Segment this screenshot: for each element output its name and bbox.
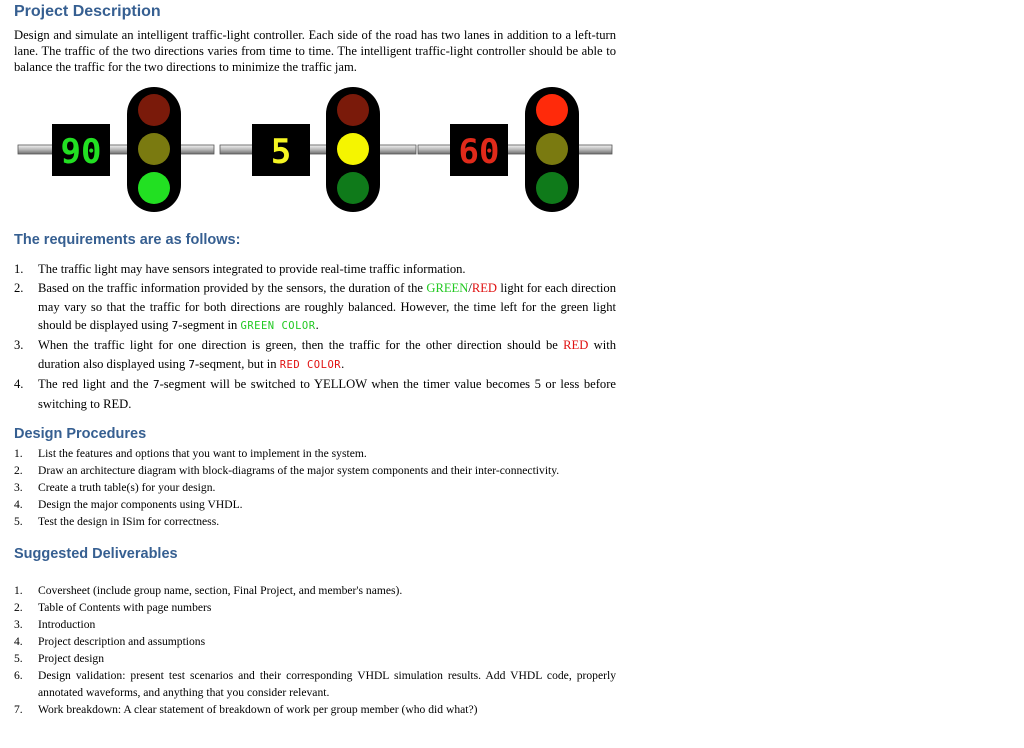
list-number: 4. bbox=[14, 497, 23, 511]
red-word: RED bbox=[563, 338, 589, 353]
list-item bbox=[14, 480, 624, 497]
list-item bbox=[14, 336, 616, 375]
seven-segment-glyph: 7 bbox=[188, 357, 196, 371]
list-item bbox=[14, 514, 624, 531]
list-text: Coversheet (include group name, section, Final Project, and member's names). bbox=[38, 584, 403, 597]
list-text: with duration also displayed using bbox=[38, 338, 616, 371]
list-number: 4. bbox=[14, 635, 23, 648]
list-text: light for each direction may vary so that the traffic for both directions are roughly balanced. However, the time left for the green light should be displayed using bbox=[38, 280, 616, 333]
red-lamp-icon bbox=[337, 94, 369, 126]
list-item bbox=[14, 279, 616, 336]
green-lamp-icon bbox=[536, 172, 568, 204]
yellow-lamp-icon bbox=[337, 133, 369, 165]
list-text: Create a truth table(s) for your design. bbox=[38, 480, 216, 494]
seven-segment-glyph: 7 bbox=[152, 377, 160, 391]
list-item bbox=[14, 616, 616, 633]
green-lamp-icon bbox=[138, 172, 170, 204]
list-number: 7. bbox=[14, 703, 23, 716]
green-word: GREEN bbox=[426, 280, 469, 295]
list-item bbox=[14, 463, 624, 480]
list-item bbox=[14, 497, 624, 514]
list-text: Based on the traffic information provided by the sensors, the duration of the bbox=[38, 280, 427, 295]
red-lamp-icon bbox=[138, 94, 170, 126]
traffic-light-1 bbox=[18, 87, 214, 212]
traffic-light-3 bbox=[418, 87, 612, 212]
list-item bbox=[14, 375, 616, 414]
list-item bbox=[14, 599, 616, 616]
list-text: The red light and the bbox=[38, 376, 153, 391]
list-text: Work breakdown: A clear statement of breakdown of work per group member (who did what?) bbox=[38, 703, 478, 716]
countdown-display-value: 60 bbox=[458, 132, 500, 172]
list-text: Project design bbox=[38, 652, 105, 665]
list-number: 3. bbox=[14, 480, 23, 494]
list-number: 5. bbox=[14, 652, 23, 665]
requirements-list bbox=[14, 260, 616, 413]
pole-bar-icon bbox=[18, 145, 214, 154]
design-procedures-heading: Design Procedures bbox=[14, 426, 147, 442]
list-item bbox=[14, 260, 616, 279]
list-text: When the traffic light for one direction is green, then the traffic for the other direction should be bbox=[38, 338, 564, 353]
requirements-heading: The requirements are as follows: bbox=[14, 232, 241, 248]
list-text: Project description and assumptions bbox=[38, 635, 206, 648]
list-text: Test the design in ISim for correctness. bbox=[38, 514, 220, 528]
list-text: The traffic light may have sensors integrated to provide real-time traffic information. bbox=[38, 262, 466, 276]
list-number: 2. bbox=[14, 463, 23, 477]
yellow-lamp-icon bbox=[138, 133, 170, 165]
list-item bbox=[14, 667, 616, 701]
countdown-display-value: 90 bbox=[60, 132, 102, 172]
pole-bar-icon bbox=[418, 145, 612, 154]
traffic-lights-illustration bbox=[16, 84, 616, 214]
list-text: -seqment, but in bbox=[195, 356, 280, 371]
list-text: -segment in bbox=[178, 318, 241, 333]
list-number: 3. bbox=[14, 338, 24, 353]
pole-bar-icon bbox=[220, 145, 416, 154]
list-text: -segment will be switched to YELLOW when the timer value becomes 5 or less before switching to RED. bbox=[38, 376, 617, 411]
project-description-heading: Project Description bbox=[14, 3, 161, 20]
green-color-label: GREEN COLOR bbox=[240, 320, 316, 333]
list-item bbox=[14, 582, 616, 599]
suggested-deliverables-heading: Suggested Deliverables bbox=[14, 546, 178, 562]
project-intro-paragraph: Design and simulate an intelligent traffic-light controller. Each side of the road has two lanes in addition to a left-turn lane. The traffic of the two directions varies from time to time. The intelligent traffic-light controller should be able to balance the traffic for the two directions to minimize the traffic jam. bbox=[14, 28, 616, 74]
traffic-light-2 bbox=[220, 87, 416, 212]
list-text: . bbox=[315, 318, 319, 333]
list-item bbox=[14, 650, 616, 667]
list-text: Table of Contents with page numbers bbox=[38, 601, 212, 614]
list-number: 2. bbox=[14, 280, 24, 295]
list-text: Introduction bbox=[38, 618, 96, 631]
list-number: 1. bbox=[14, 447, 23, 460]
list-text: Design the major components using VHDL. bbox=[38, 497, 243, 511]
deliverables-list bbox=[14, 582, 616, 718]
list-number: 5. bbox=[14, 514, 23, 528]
list-text: . bbox=[341, 356, 345, 371]
yellow-lamp-icon bbox=[536, 133, 568, 165]
slash-text: / bbox=[468, 280, 472, 295]
red-word: RED bbox=[471, 280, 498, 295]
countdown-display-value: 5 bbox=[270, 132, 292, 172]
list-number: 6. bbox=[14, 669, 23, 682]
list-number: 3. bbox=[14, 618, 23, 631]
list-text: Draw an architecture diagram with block-diagrams of the major system components and their inter-connectivity. bbox=[38, 463, 560, 477]
list-number: 1. bbox=[14, 584, 23, 597]
list-text: Design validation: present test scenarios and their corresponding VHDL simulation results. Add VHDL code, properly annotated waveforms, and anything that you consider relevant. bbox=[38, 669, 616, 699]
list-item bbox=[14, 701, 616, 718]
red-lamp-icon bbox=[536, 94, 568, 126]
list-text: List the features and options that you want to implement in the system. bbox=[38, 447, 367, 460]
list-number: 4. bbox=[14, 376, 24, 391]
list-number: 1. bbox=[14, 262, 24, 276]
list-item bbox=[14, 446, 624, 463]
list-item bbox=[14, 633, 616, 650]
list-number: 2. bbox=[14, 601, 23, 614]
seven-segment-glyph: 7 bbox=[171, 319, 179, 333]
red-color-label: RED COLOR bbox=[279, 358, 342, 371]
procedures-list bbox=[14, 446, 624, 531]
green-lamp-icon bbox=[337, 172, 369, 204]
